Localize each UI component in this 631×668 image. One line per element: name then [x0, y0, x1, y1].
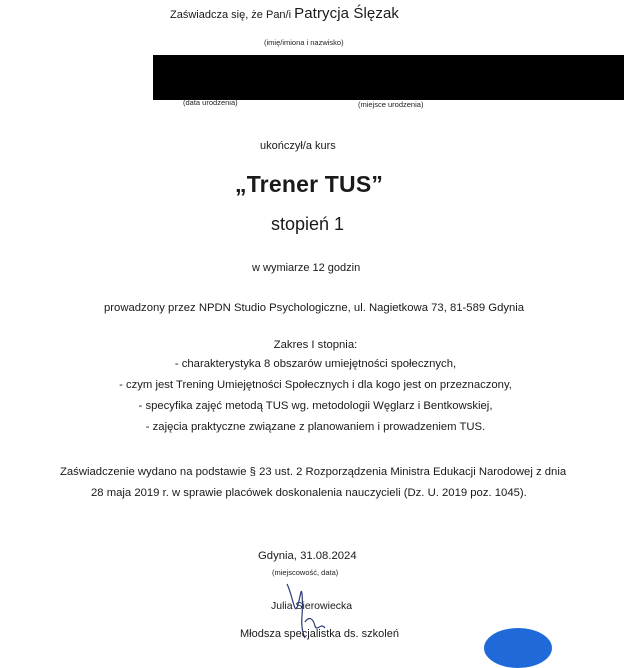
birth-place-caption: (miejsce urodzenia)	[358, 100, 424, 109]
place-date: Gdynia, 31.08.2024	[258, 550, 357, 562]
scope-item: - czym jest Trening Umiejętności Społecznych i dla kogo jest on przeznaczony,	[119, 379, 512, 391]
scope-title: Zakres I stopnia:	[273, 339, 358, 351]
redacted-birth-info	[153, 55, 624, 100]
course-level: stopień 1	[271, 214, 345, 234]
scope-item: - zajęcia praktyczne związane z planowaniem i prowadzeniem TUS.	[145, 421, 486, 433]
signer-name: Julia Sierowiecka	[271, 600, 353, 612]
course-duration: w wymiarze 12 godzin	[252, 262, 361, 274]
place-date-caption: (miejscowość, data)	[272, 568, 339, 577]
completed-text: ukończył/a kurs	[260, 140, 336, 152]
scope-item: - specyfika zajęć metodą TUS wg. metodologii Węglarz i Bentkowskiej,	[138, 400, 493, 412]
participant-name: Patrycja Ślęzak	[294, 5, 399, 22]
stamp-icon	[484, 628, 552, 668]
certificate-intro	[170, 7, 399, 22]
birth-date-caption: (data urodzenia)	[183, 98, 238, 107]
intro-text: Zaświadcza się, że Pan/i	[170, 9, 295, 21]
scope-item: - charakterystyka 8 obszarów umiejętności społecznych,	[174, 358, 457, 370]
legal-basis-line-2: 28 maja 2019 r. w sprawie placówek doskonalenia nauczycieli (Dz. U. 2019 poz. 1045).	[91, 487, 527, 499]
signer-role: Młodsza specjalistka ds. szkoleń	[240, 628, 399, 640]
name-caption: (imię/imiona i nazwisko)	[264, 38, 344, 47]
legal-basis-line-1: Zaświadczenie wydano na podstawie § 23 ust. 2 Rozporządzenia Ministra Edukacji Narodowej z dnia	[60, 466, 567, 478]
course-organizer: prowadzony przez NPDN Studio Psychologiczne, ul. Nagietkowa 73, 81-589 Gdynia	[104, 302, 525, 314]
course-title: „Trener TUS”	[235, 171, 384, 197]
